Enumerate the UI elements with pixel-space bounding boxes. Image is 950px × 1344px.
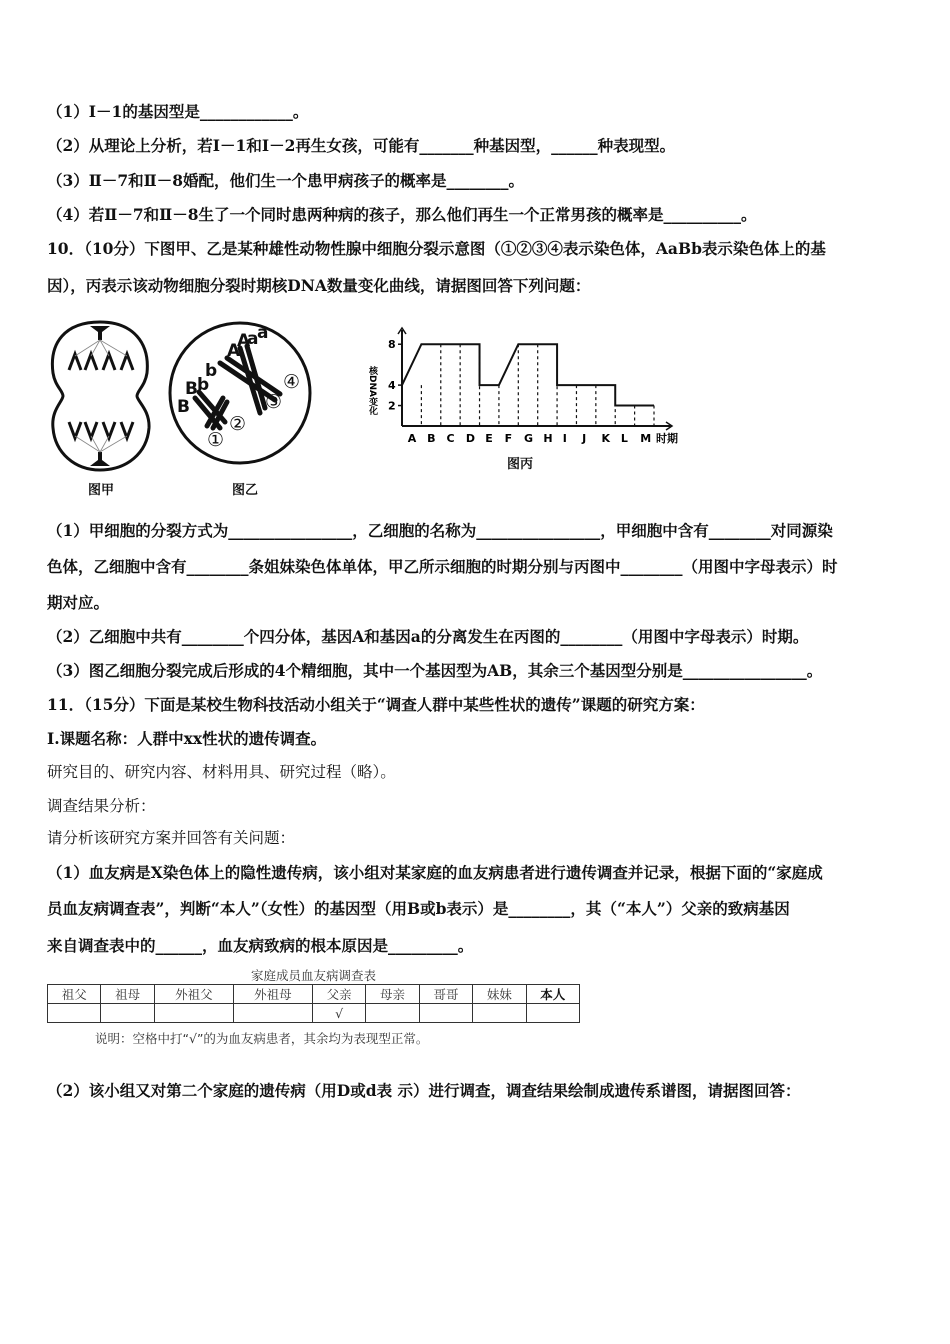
x-tick-label: K: [601, 432, 611, 445]
table-cell: [101, 1004, 154, 1023]
figure-yi: [165, 318, 315, 468]
q11-stem: 11．（15分）下面是某校生物科技活动小组关于“调查人群中某些性状的遗传”课题的研究方案：: [47, 695, 705, 714]
figure-jia-caption: 图甲: [88, 483, 115, 498]
table-cell: [366, 1004, 419, 1023]
x-tick-label: D: [465, 432, 475, 445]
q9-part4: （4）若Ⅱ－7和Ⅱ－8生了一个同时患两种病的孩子，那么他们再生一个正常男孩的概率是__________。: [47, 205, 757, 224]
q11-topic: I.课题名称：人群中xx性状的遗传调查。: [47, 729, 327, 748]
table-header-cell: 本人: [526, 985, 579, 1004]
gene-label: b: [205, 361, 218, 381]
table-header-cell: 祖父: [48, 985, 101, 1004]
q10-part3: （3）图乙细胞分裂完成后形成的4个精细胞，其中一个基因型为AB，其余三个基因型分别是________________。: [47, 661, 823, 680]
table-cell: [233, 1004, 312, 1023]
q10-part2: （2）乙细胞中共有________个四分体，基因A和基因a的分离发生在丙图的________（用图中字母表示）时期。: [47, 627, 809, 646]
y-tick-label: 8: [388, 338, 396, 352]
q9-part2: （2）从理论上分析，若Ⅰ－1和Ⅰ－2再生女孩，可能有_______种基因型，______种表现型。: [47, 136, 676, 155]
x-tick-label: G: [524, 432, 534, 445]
x-tick-label: F: [504, 432, 513, 445]
table-cell: [419, 1004, 472, 1023]
x-tick-label: H: [543, 432, 553, 445]
table-header-row: [48, 985, 580, 1004]
chromosome-4-label: ④: [283, 371, 301, 393]
q11-part1-c: 来自调查表中的______，血友病致病的根本原因是_________。: [47, 936, 474, 955]
y-tick-label: 2: [388, 399, 396, 413]
chromosome-1-label: ①: [207, 429, 225, 451]
gene-label: a: [257, 323, 269, 343]
table-caption: 家庭成员血友病调查表: [250, 968, 376, 983]
table-note: 说明：空格中打“√”的为血友病患者，其余均为表现型正常。: [95, 1031, 429, 1046]
q10-stem-1: 10．（10分）下图甲、乙是某种雄性动物性腺中细胞分裂示意图（①②③④表示染色体，AaBb表示染色体上的基: [47, 239, 826, 258]
q10-part1-b: 色体，乙细胞中含有________条姐妹染色体单体，甲乙所示细胞的时期分别与丙图中________（用图中字母表示）时: [47, 557, 838, 576]
q10-part1-c: 期对应。: [47, 593, 110, 612]
x-tick-label: M: [640, 432, 652, 445]
q9-part1: （1）Ⅰ－1的基因型是____________。: [47, 102, 309, 121]
table-header-cell: 父亲: [312, 985, 365, 1004]
x-tick-label: E: [485, 432, 493, 445]
family-survey-table: [47, 984, 580, 1023]
table-cell: [154, 1004, 233, 1023]
chromosome-3-label: ③: [265, 391, 283, 413]
table-header-cell: 妹妹: [473, 985, 526, 1004]
gene-label: b: [197, 375, 210, 395]
q11-part1-a: （1）血友病是X染色体上的隐性遗传病，该小组对某家庭的血友病患者进行遗传调查并记录，根据下面的“家庭成: [47, 863, 823, 882]
x-tick-label: I: [562, 432, 567, 445]
table-header-cell: 外祖父: [154, 985, 233, 1004]
y-tick-label: 4: [388, 379, 396, 393]
table-header-cell: 哥哥: [419, 985, 472, 1004]
table-cell: [48, 1004, 101, 1023]
q10-part1-a: （1）甲细胞的分裂方式为________________，乙细胞的名称为________________，甲细胞中含有________对同源染: [47, 521, 833, 540]
table-cell: √: [312, 1004, 365, 1023]
gene-label: B: [185, 379, 198, 399]
q10-stem-2: 因），丙表示该动物细胞分裂时期核DNA数量变化曲线，请据图回答下列问题：: [47, 276, 591, 295]
gene-label: a: [247, 329, 259, 349]
gene-label: A: [227, 341, 241, 361]
x-tick-label: A: [407, 432, 417, 445]
x-tick-label: J: [582, 432, 587, 445]
x-tick-label: L: [620, 432, 628, 445]
q11-part2: （2）该小组又对第二个家庭的遗传病（用D或d表 示）进行调查，调查结果绘制成遗传系谱图，请据图回答：: [47, 1081, 801, 1100]
x-tick-label: B: [427, 432, 436, 445]
dna-curve: [402, 344, 654, 405]
table-header-cell: 外祖母: [233, 985, 312, 1004]
q9-part3: （3）Ⅱ－7和Ⅱ－8婚配，他们生一个患甲病孩子的概率是________。: [47, 171, 524, 190]
x-axis-label: 时期: [656, 432, 678, 445]
gene-label: B: [177, 397, 190, 417]
table-row: [48, 1004, 580, 1023]
table-header-cell: 祖母: [101, 985, 154, 1004]
figure-bing-caption: 图丙: [507, 457, 534, 472]
q11-analysis: 调查结果分析：: [47, 797, 156, 815]
gene-label: A: [237, 331, 251, 351]
q11-research: 研究目的、研究内容、材料用具、研究过程（略）。: [47, 763, 396, 781]
chromosome-2-label: ②: [229, 413, 247, 435]
table-header-cell: 母亲: [366, 985, 419, 1004]
figure-yi-caption: 图乙: [232, 483, 259, 498]
table-cell: [526, 1004, 579, 1023]
q11-part1-b: 员血友病调查表”，判断“本人”（女性）的基因型（用B或b表示）是________，其（“本人”）父亲的致病基因: [47, 899, 790, 918]
figure-jia: [45, 318, 155, 473]
table-cell: [473, 1004, 526, 1023]
y-axis-label: 核DNA变化: [367, 366, 377, 415]
x-tick-label: C: [446, 432, 455, 445]
q11-instruction: 请分析该研究方案并回答有关问题：: [47, 829, 296, 847]
